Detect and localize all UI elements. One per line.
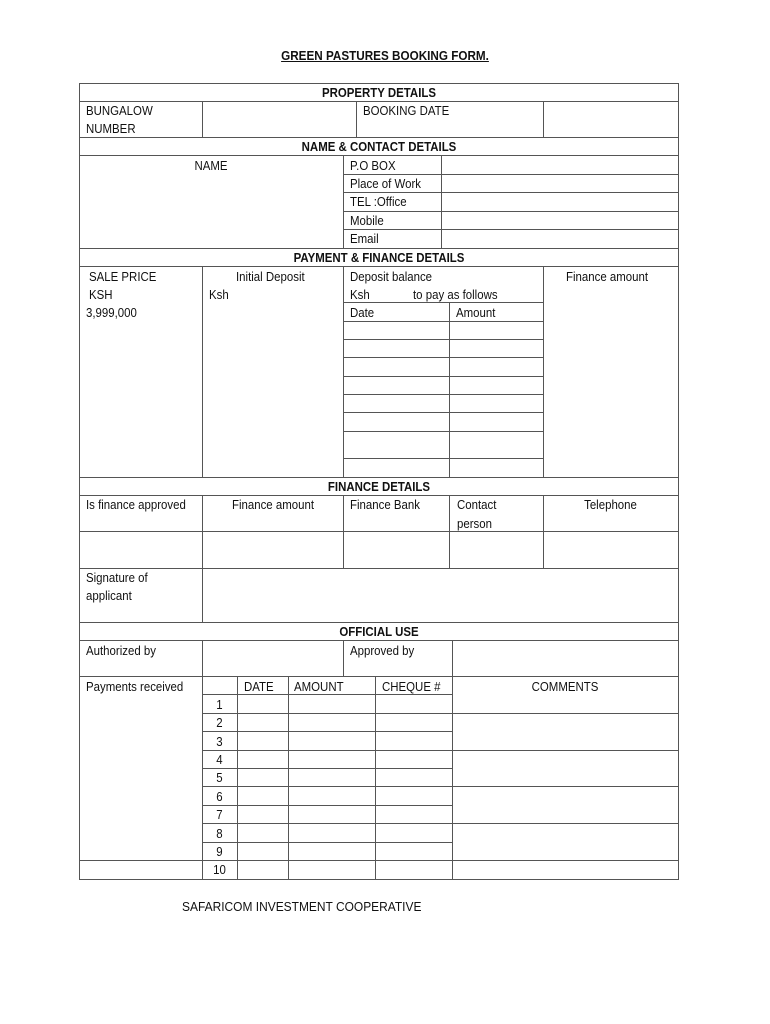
email-label: Email [350, 231, 379, 246]
finance-bank-label: Finance Bank [350, 497, 420, 512]
form-title: GREEN PASTURES BOOKING FORM. [281, 48, 489, 63]
tel-office-label: TEL :Office [350, 194, 407, 209]
authorized-by-field[interactable] [203, 641, 343, 676]
email-field[interactable] [442, 230, 678, 248]
payment-row-number: 5 [216, 770, 223, 785]
initial-deposit-label: Initial Deposit [236, 269, 305, 284]
sale-price-value: 3,999,000 [86, 305, 137, 320]
payments-amount-header: AMOUNT [294, 679, 344, 694]
bungalow-number-label: BUNGALOW [86, 103, 153, 118]
bungalow-number-field[interactable] [203, 102, 356, 137]
section-name-contact-details: NAME & CONTACT DETAILS [301, 139, 457, 154]
payment-row-number: 8 [216, 826, 223, 841]
mobile-label: Mobile [350, 213, 384, 228]
po-box-field[interactable] [442, 156, 678, 174]
place-of-work-label: Place of Work [350, 176, 422, 191]
payment-row-number: 6 [216, 789, 223, 804]
name-label: NAME [194, 158, 228, 173]
section-finance-details: FINANCE DETAILS [327, 479, 431, 494]
authorized-by-label: Authorized by [86, 643, 156, 658]
contact-person-field[interactable] [450, 532, 543, 567]
payments-received-label: Payments received [86, 679, 184, 694]
place-of-work-field[interactable] [442, 175, 678, 192]
initial-deposit-field[interactable] [203, 304, 343, 476]
payments-entry-grid[interactable] [238, 695, 452, 879]
payments-comments-header: COMMENTS [531, 679, 599, 694]
deposit-balance-currency: Ksh [350, 287, 370, 302]
bungalow-number-label-line2: NUMBER [86, 121, 136, 136]
telephone-label: Telephone [584, 497, 637, 512]
installment-amount-header: Amount [456, 305, 496, 320]
section-official-use: OFFICIAL USE [339, 624, 419, 639]
tel-office-field[interactable] [442, 193, 678, 211]
payment-row-number: 9 [216, 844, 223, 859]
payment-row-number: 2 [216, 715, 223, 730]
section-property-details: PROPERTY DETAILS [321, 85, 436, 100]
mobile-field[interactable] [442, 212, 678, 229]
payment-row-number: 4 [216, 752, 223, 767]
contact-person-label-line2: person [457, 516, 492, 531]
payment-row-number: 1 [216, 697, 223, 712]
finance-amount-label: Finance amount [566, 269, 649, 284]
finance-amount-column-label: Finance amount [231, 497, 315, 512]
signature-label-line2: applicant [86, 588, 132, 603]
name-field[interactable] [80, 175, 343, 247]
signature-field[interactable] [203, 569, 678, 621]
organization-footer: SAFARICOM INVESTMENT COOPERATIVE [182, 899, 422, 914]
payments-comments-field[interactable] [453, 695, 678, 879]
sale-price-currency: KSH [89, 287, 113, 302]
contact-person-label: Contact [457, 497, 497, 512]
finance-amount-input[interactable] [203, 532, 343, 567]
finance-bank-field[interactable] [344, 532, 449, 567]
booking-date-field[interactable] [544, 102, 678, 137]
installment-date-header: Date [350, 305, 375, 320]
deposit-balance-label: Deposit balance [350, 269, 433, 284]
approved-by-field[interactable] [453, 641, 678, 676]
payment-row-number: 3 [216, 734, 223, 749]
payments-cheque-header: CHEQUE # [382, 679, 441, 694]
po-box-label: P.O BOX [350, 158, 396, 173]
payments-date-header: DATE [244, 679, 274, 694]
payment-row-number: 7 [216, 807, 223, 822]
is-finance-approved-label: Is finance approved [86, 497, 186, 512]
pay-as-follows-label: to pay as follows [413, 287, 498, 302]
booking-date-label: BOOKING DATE [363, 103, 450, 118]
installment-schedule-grid[interactable] [344, 322, 542, 476]
is-finance-approved-field[interactable] [80, 532, 202, 567]
initial-deposit-currency: Ksh [209, 287, 229, 302]
section-payment-finance-details: PAYMENT & FINANCE DETAILS [293, 250, 465, 265]
payment-row-number: 10 [213, 862, 226, 877]
sale-price-label: SALE PRICE [89, 269, 157, 284]
telephone-field[interactable] [544, 532, 678, 567]
approved-by-label: Approved by [350, 643, 415, 658]
finance-amount-field[interactable] [544, 286, 678, 476]
signature-label: Signature of [86, 570, 148, 585]
